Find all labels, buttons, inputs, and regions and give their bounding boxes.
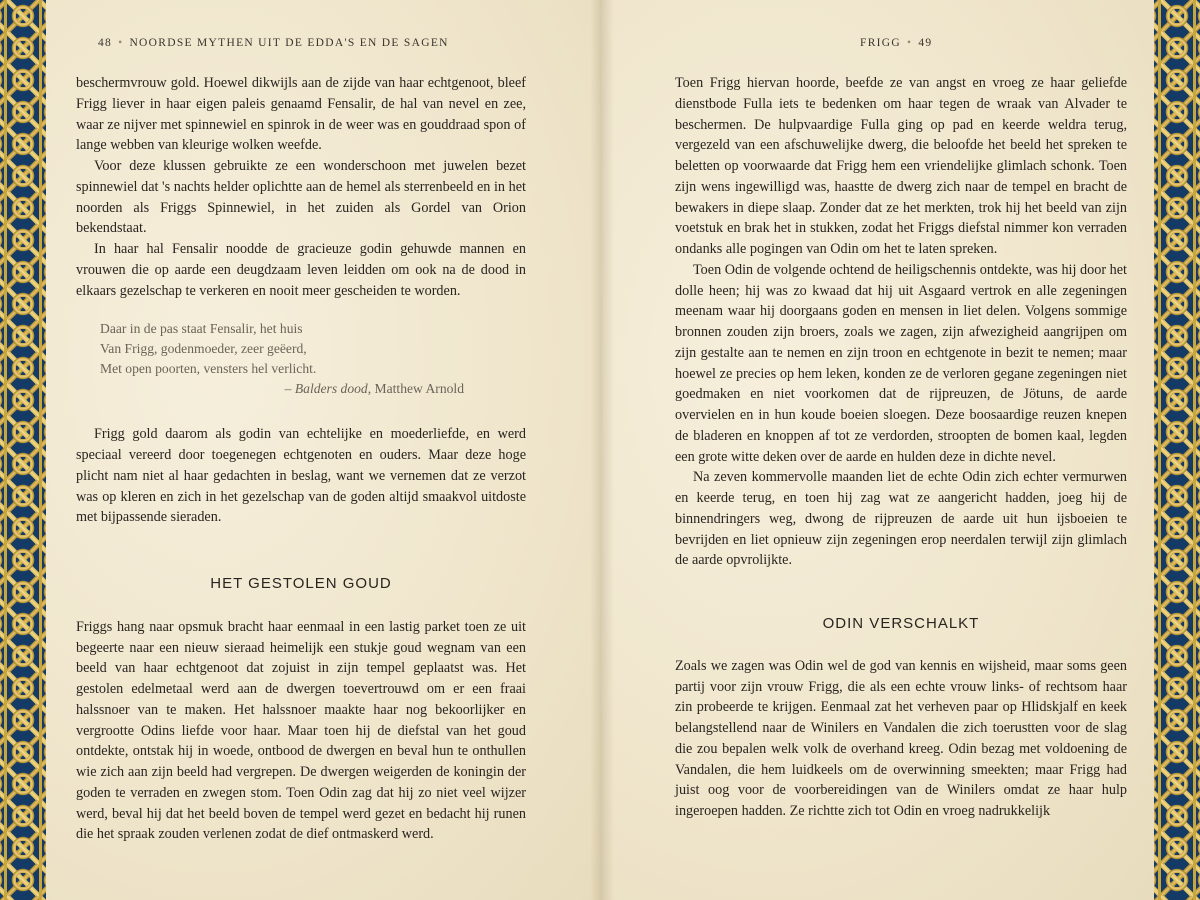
running-head-separator: • [907,37,913,49]
paragraph: Zoals we zagen was Odin wel de god van kennis en wijsheid, maar soms geen partij voor zijn vrouw Frigg, die als een echte vrouw links- of rechtsom haar zin probeerde te krijgen. Eenmaal zat het verheven paar op Hlidskjalf en keek belangstellend naar de Winilers en Vandalen die zich toerustten voor de slag die zou bepalen welk volk de overhand kreeg. Odin bezag met voldoening de Vandalen, die hem luidkeels om de overwinning smeekten; maar Frigg had juist oog voor de voorbereidingen van de Winilers omdat ze haar hulp ingeroepen hadden. Ze richtte zich tot Odin en vroeg nadrukkelijk [675,657,1127,819]
paragraph: beschermvrouw gold. Hoewel dikwijls aan de zijde van haar echtgenoot, bleef Frigg liever in haar eigen paleis genaamd Fensalir, de hal van nevel en zee, waar ze nijver met spinnewiel en spinrok in de weer was en gouddraad spon of lange webben van kleurige wolken weefde. [76,75,526,154]
poem-quote [100,319,526,398]
quote-line: Van Frigg, godenmoeder, zeer geëerd, [100,341,307,357]
celtic-knot-border-left [0,0,46,900]
attribution-title: Balders dood [294,380,368,396]
attribution-dash: – [284,380,295,396]
paragraph: In haar hal Fensalir noodde de gracieuze godin gehuwde mannen en vrouwen die op aarde een deugdzaam leven leidden om ook na de dood in elkaars gezelschap te verkeren en nooit meer gescheiden te worden. [76,241,526,299]
left-text-column [76,73,526,845]
running-head-right [860,37,932,49]
quote-line: Met open poorten, vensters hel verlicht. [100,360,317,376]
page-number-left: 48 [98,37,113,49]
section-heading: HET GESTOLEN GOUD [210,575,392,593]
quote-line: Daar in de pas staat Fensalir, het huis [100,321,303,337]
attribution-author: , Matthew Arnold [367,380,464,396]
paragraph: Toen Odin de volgende ochtend de heiligschennis ontdekte, was hij door het dolle heen; hij was zo kwaad dat hij uit Asgaard vertrok en alle zegeningen meenam waar hij doorgaans goden en mensen in liet delen. Volgens sommige bronnen zouden zijn broers, zoals we zagen, zijn afwezigheid aangrijpen om zijn gestalte aan te nemen en zijn troon en echtgenote in bezit te nemen; maar hoewel ze precies op hem leken, konden ze de verloren gegane zegeningen niet goedmaken en niet voorkomen dat de rijpreuzen, de Jötuns, de aarde overvielen en in hun koude boeien sloegen. Deze boosaardige reuzen knepen de bladeren en knoppen af tot ze verdorden, stroopten de bomen kaal, legden een grote witte deken over de aarde en hulden deze in dichte nevel. [675,261,1127,465]
paragraph: Voor deze klussen gebruikte ze een wonderschoon met juwelen bezet spinnewiel dat 's nachts helder oplichtte aan de hemel als sterrenbeeld en in het noorden als Friggs Spinnewiel, in het zuiden als Gordel van Orion bekendstaat. [76,158,526,237]
running-head-left [98,37,449,49]
quote-attribution [100,379,526,399]
paragraph: Toen Frigg hiervan hoorde, beefde ze van angst en vroeg ze haar geliefde dienstbode Fulla iets te bedenken om haar tegen de wraak van Alvader te beschermen. De hulpvaardige Fulla ging op pad en keerde weldra terug, vergezeld van een afschuwelijke dwerg, die beloofde het beeld het spreken te beletten op voorwaarde dat Frigg hem een vriendelijke glimlach schonk. Toen zijn wens ingewilligd was, haastte de dwerg zich naar de tempel en bracht de bewakers in diepe slaap. Zonder dat ze het merkten, trok hij het beeld van zijn voetstuk en brak het in stukken, zodat het Friggs diefstal nimmer kon verraden ondanks alle pogingen van Odin om het te laten spreken. [675,75,1127,257]
celtic-knot-border-right [1154,0,1200,900]
book-title: NOORDSE MYTHEN UIT DE EDDA'S EN DE SAGEN [129,37,449,49]
running-head-separator: • [118,37,124,49]
right-text-column [675,73,1127,822]
paragraph: Frigg gold daarom als godin van echtelijke en moederliefde, en werd speciaal vereerd door toegenegen echtgenoten en ouders. Maar deze hoge plicht nam niet al haar gedachten in beslag, want we vernemen dat ze verzot was op kleren en zich in het gezelschap van de goden altijd smaakvol uitdoste met bijpassende sieraden. [76,426,526,526]
section-heading: ODIN VERSCHALKT [822,615,980,632]
page-number-right: 49 [918,37,933,49]
paragraph: Na zeven kommervolle maanden liet de echte Odin zich echter vermurwen en keerde terug, en toen hij zag wat ze aangericht hadden, joeg hij de binnendringers weg, dwong de rijpreuzen de aarde uit hun ijsboeien te bevrijden en liet opnieuw zijn zegeningen erop neerdalen terwijl zijn glimlach de aarde opvrolijkte. [675,469,1127,569]
paragraph: Friggs hang naar opsmuk bracht haar eenmaal in een lastig parket toen ze uit begeerte naar een nieuw sieraad heimelijk een stukje goud wegnam van een beeld van haar echtgenoot dat zojuist in zijn tempel geplaatst was. Het gestolen edelmetaal werd aan de dwergen toevertrouwd om er een fraai halssnoer van te maken. Het halssnoer maakte haar nog bekoorlijker en vergrootte Odins liefde voor haar. Maar toen hij de diefstal van het goud ontdekte, ontstak hij in woede, ontbood de dwergen en beval hun te onthullen wie zich aan zijn beeld had vergrepen. De dwergen weigerden de koningin der goden te verraden en zwegen stom. Toen Odin zag dat hij zo niet veel wijzer werd, beval hij dat het beeld boven de tempel werd gezet en bedacht hij runen die het spraak zouden verlenen zodat de dief ontmaskerd werd. [76,618,526,843]
chapter-title: FRIGG [860,37,902,49]
book-gutter [590,0,614,900]
